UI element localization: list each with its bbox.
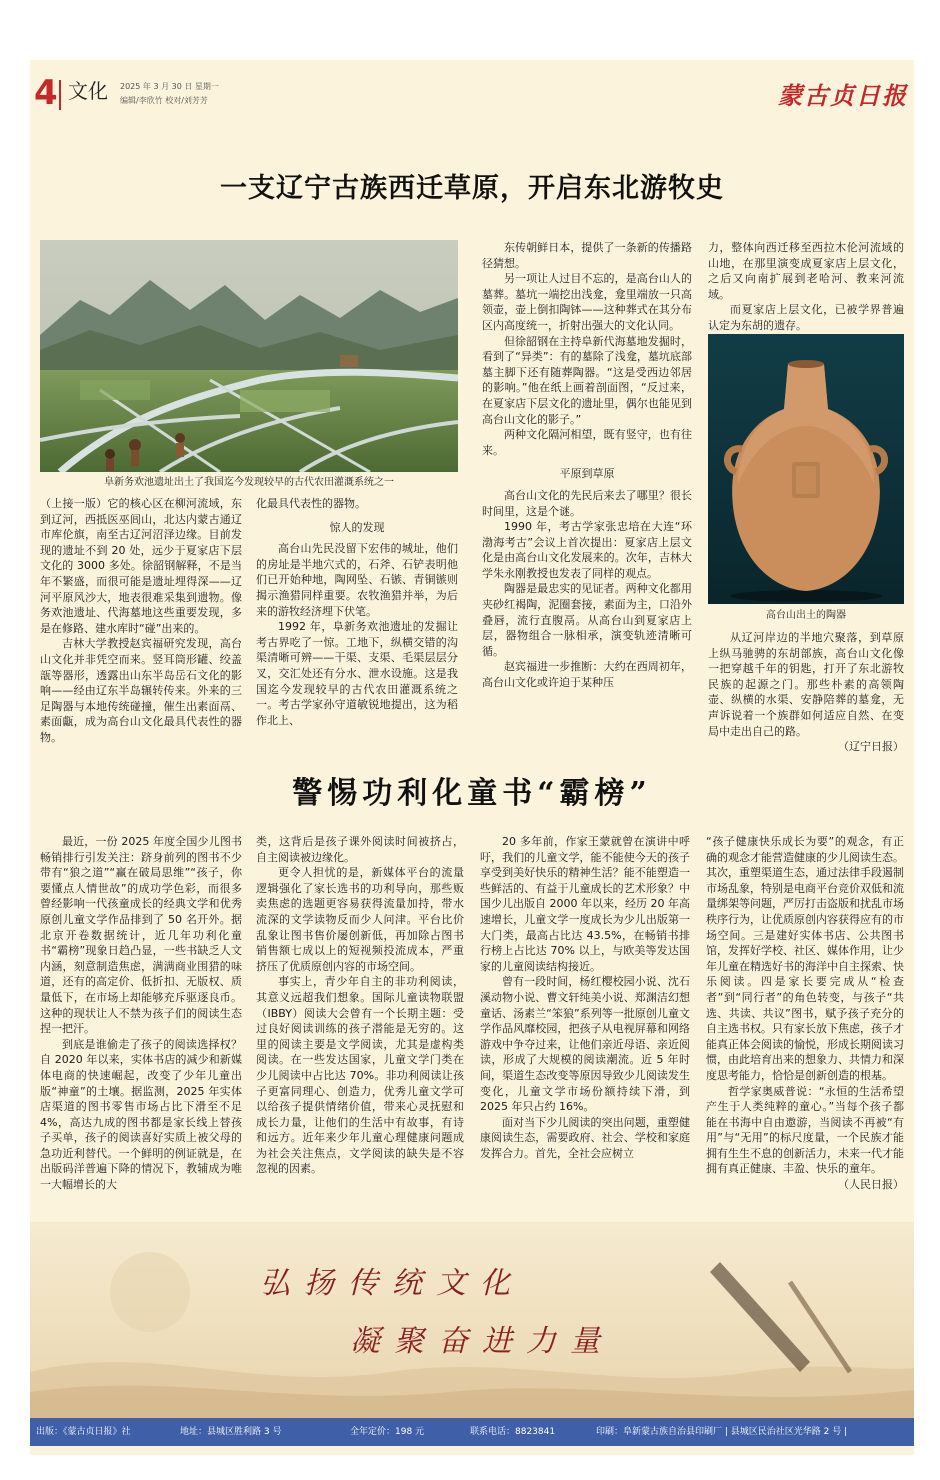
paragraph: 1990 年，考古学家张忠培在大连“环渤海考古”会议上首次提出：夏家店上层文化是由高台山文化发展来的。次年，吉林大学朱永刚教授也发表了同样的观点。 <box>482 520 692 580</box>
paragraph: 从辽河岸边的半地穴聚落，到草原上纵马驰骋的东胡部族，高台山文化像一把穿越千年的钥匙，打开了东北游牧民族的起源之门。那些朴素的高领陶壶、纵横的水渠、安静陪葬的墓龛，无声诉说着一个族群如何适应自然、在变局中走出自己的路。 <box>708 631 904 738</box>
photo2-caption: 高台山出土的陶器 <box>766 610 846 621</box>
paragraph: 1992 年，阜新务欢池遗址的发掘让考古界吃了一惊。工地下，纵横交错的沟渠清晰可辨——干渠、支渠、毛渠层层分叉，交汇处还有分水、泄水设施。这是我国迄今发现较早的古代农田灌溉系统之一。考古学家孙守道敏锐地提出，这为稻作北上、 <box>256 620 458 727</box>
footer-phone: 联系电话：8823841 <box>470 1427 556 1437</box>
paragraph: 到底是谁偷走了孩子的阅读选择权？自 2020 年以来，实体书店的减少和新媒体电商的快速崛起，改变了少年儿童出版“神童”的土壤。据监测，2025 年实体店渠道的图书零售市场占比下滑至不足 4%，高达九成的图书都是家长线上替孩子买单，孩子的阅读喜好实质上被父母的急功近利替代。一个鲜明的例证就是，在出版码洋普遍下降的情况下，教辅成为唯一大幅增长的大 <box>40 1037 242 1192</box>
paragraph: 陶器是最忠实的见证者。两种文化都用夹砂红褐陶，泥圈套接，素面为主，口沿外叠唇，流行直腹鬲。从高台山到夏家店上层，器物组合一脉相承，演变轨迹清晰可循。 <box>482 582 692 658</box>
section-name: 文化 <box>68 79 108 103</box>
paragraph: 20 多年前，作家王蒙就曾在演讲中呼吁，我们的儿童文学，能不能使今天的孩子享受到美好快乐的精神生活？能不能塑造一些鲜活的、有益于儿童成长的艺术形象？中国少儿出版自 2000 年以来，经历 20 年高速增长，儿童文学一度成长为少儿出版第一大门类，最高占比达 43.5%，在畅销书排行榜上占比达 70% 以上，与欧美等发达国家的儿童阅读结构接近。 <box>480 835 690 973</box>
paragraph: “孩子健康快乐成长为要”的观念，有正确的观念才能营造健康的少儿阅读生态。其次，重塑渠道生态，通过法律手段遏制市场乱象，特别是电商平台竞价双低和流量绑架等问题，严厉打击盗版和扰乱市场秩序行为，让优质原创内容获得应有的市场空间。三是建好实体书店、公共图书馆，发挥好学校、社区、媒体作用，让少年儿童在精选好书的海洋中自主探索、快乐阅读。四是家长要完成从“检查者”到“同行者”的角色转变，与孩子“共选、共读、共议”图书，赋予孩子充分的自主选书权。只有家长放下焦虑，孩子才能真正体会阅读的愉悦，形成长期阅读习惯，由此培育出来的想象力、共情力和深度思考能力，恰恰是创新创造的根基。 <box>706 835 904 1082</box>
paragraph: 化最具代表性的器物。 <box>256 497 366 510</box>
paragraph: 另一项让人过目不忘的，是高台山人的墓葬。墓坑一端挖出浅龛，龛里端放一只高领壶，壶上倒扣陶钵——这种葬式在其分布区内高度统一，折射出强大的文化认同。 <box>482 272 692 332</box>
paragraph: 类，这背后是孩子课外阅读时间被挤占，自主阅读被边缘化。 <box>256 835 464 864</box>
article1-column-2 <box>256 496 458 728</box>
article2-source: （人民日报） <box>838 1178 904 1192</box>
paragraph: 事实上，青少年自主的非功利阅读，其意义远超我们想象。国际儿童读物联盟（IBBY）阅读大会曾有一个长期主题：受过良好阅读训练的孩子潜能是无穷的。这里的阅读主要是文学阅读，尤其是虚构类阅读。在一些发达国家，儿童文学门类在少儿阅读中占比达 70%。非功利阅读让孩子更富同理心、创造力，优秀儿童文学可以给孩子提供情绪价值，带来心灵抚慰和成长力量，让他们的生活中有故事，有诗和远方。近年来少年儿童心理健康问题成为社会关注焦点，文学阅读的缺失是不容忽视的因素。 <box>256 975 464 1176</box>
paragraph: 哲学家奥威普说：“永恒的生活希望产生于人类纯粹的童心。”当每个孩子都能在书海中自由遨游，当阅读不再被“有用”与“无用”的标尺度量，一个民族才能拥有生生不息的创新活力，未来一代才能拥有真正健康、丰盈、快乐的童年。 <box>706 1084 904 1176</box>
pottery-illustration <box>708 334 904 604</box>
editor-credits: 编辑/李欣竹 校对/刘芳芳 <box>120 96 208 105</box>
article2-column-4 <box>706 834 904 1193</box>
banner-line-1: 弘扬传统文化 <box>260 1266 524 1301</box>
diorama-illustration <box>40 240 458 472</box>
article1-column-4-top <box>708 240 904 334</box>
article2-headline: 警惕功利化童书“霸榜” <box>292 776 652 811</box>
article2-column-2 <box>256 834 464 1177</box>
paragraph: 吉林大学教授赵宾福研究发现，高台山文化并非凭空而来。竖耳筒形罐、绞盖瓿等器形，透露出山东半岛岳石文化的影响——经由辽东半岛辗转传来。外来的三足陶器与本地传统碰撞，催生出素面鬲、素面甗，成为高台山文化最具代表性的器物。 <box>40 637 242 744</box>
paragraph: 更令人担忧的是，新媒体平台的流量逻辑强化了家长选书的功利导向，那些贩卖焦虑的选题更容易获得流量加持，带水流深的文学读物反而少人问津。平台比价乱象让图书售价屡创新低，再加除占图书销售额七成以上的短视频投流成本，严重挤压了优质原创内容的市场空间。 <box>256 866 464 973</box>
footer-printer: 印刷：阜新蒙古族自治县印刷厂 | 县城区民治社区光华路 2 号 | <box>596 1427 848 1437</box>
footer-publisher: 出版：《蒙古贞日报》社 <box>36 1427 131 1437</box>
pottery-jar-photo <box>708 334 904 604</box>
article1-column-3 <box>482 240 692 691</box>
paragraph: 但徐韶钢在主持阜新代海墓地发掘时，看到了“异类”：有的墓除了浅龛，墓坑底部墓主脚下还有随葬陶器。“这是受西边邻居的影响。”他在纸上画着剖面图，“反过来，在夏家店下层文化的遗址里，偶尔也能见到高台山文化的影子。” <box>482 334 692 426</box>
article1-headline: 一支辽宁古族西迁草原，开启东北游牧史 <box>220 173 724 204</box>
article2-column-3 <box>480 834 690 1161</box>
photo1-caption: 阜新务欢池遗址出土了我国迄今发现较早的古代农田灌溉系统之一 <box>104 477 394 488</box>
issue-date: 2025 年 3 月 30 日 星期一 <box>120 82 219 91</box>
paragraph: 而夏家店上层文化，已被学界普遍认定为东胡的遗存。 <box>708 303 904 332</box>
paragraph: 力，整体向西迁移至西拉木伦河流域的山地，在那里演变成夏家店上层文化，之后又向南扩展到老哈河、教来河流域。 <box>708 241 904 301</box>
masthead <box>30 60 914 116</box>
footer-bar <box>30 1418 914 1446</box>
masthead-divider <box>59 80 61 110</box>
paragraph: 高台山先民没留下宏伟的城址，他们的房址是半地穴式的，石斧、石铲表明他们已开始种地，陶网坠、石镞、青铜镞则揭示渔猎同样重要。农牧渔猎并举，为后来的游牧经济埋下伏笔。 <box>256 542 458 618</box>
paragraph: 赵宾福进一步推断：大约在西周初年，高台山文化或许迫于某种压 <box>482 660 692 690</box>
article1-column-1 <box>40 496 242 746</box>
newspaper-logo: 蒙古贞日报 <box>778 81 908 110</box>
article1-column-4-bottom <box>708 630 904 755</box>
paragraph: （上接一版）它的核心区在柳河流域，东到辽河，西抵医巫闾山，北达内蒙古通辽市库伦旗，南至古辽河沼泽边缘。目前发现的遗址不到 20 处，远少于夏家店下层文化的 3000 多处。徐韶钢解释，不是当年不繁盛，而很可能是遗址埋得深——辽河平原风沙大，地表很难采集到遗物。像务欢池遗址、代海墓地这些重要发现，多是在修路、建水库时“碰”出来的。 <box>40 497 242 635</box>
slogan-banner <box>30 1222 914 1418</box>
paragraph: 最近，一份 2025 年度全国少儿图书畅销排行引发关注：跻身前列的图书不少带有“狼之道”“赢在破局思维”“孩子，你要懂点人情世故”的成功学色彩，而很多曾经影响一代孩童成长的经典文学和优秀原创儿童文学作品排到了 50 名开外。据北京开卷数据统计，近几年功利化童书“霸榜”现象日趋凸显，一些书缺乏人文内涵，刻意制造焦虑，满满商业围猎的味道，还有的高定价、低折扣、无版权、质量低下，在市场上却能够充斥驱逐良币。这种的现状让人不禁为孩子们的阅读生态捏一把汗。 <box>40 835 242 1036</box>
paragraph: 高台山文化的先民后来去了哪里？很长时间里，这是个谜。 <box>482 488 692 518</box>
subheading-surprising-discovery: 惊人的发现 <box>329 520 385 534</box>
article1-source: （辽宁日报） <box>838 740 904 754</box>
paragraph: 两种文化隔河相望，既有竖守，也有往来。 <box>482 428 692 457</box>
article2-column-1 <box>40 834 242 1193</box>
footer-price: 全年定价：198 元 <box>350 1427 425 1437</box>
footer-address: 地址：县城区胜利路 3 号 <box>180 1427 282 1437</box>
banner-line-2: 凝聚奋进力量 <box>350 1324 614 1359</box>
subheading-plain-to-grassland: 平原到草原 <box>559 467 615 481</box>
paragraph: 曾有一段时间，杨红樱校园小说、沈石溪动物小说、曹文轩纯美小说、郑渊洁幻想童话、汤素兰“笨狼”系列等一批原创儿童文学作品风靡校园，把孩子从电视屏幕和网络游戏中争夺过来，让他们亲近母语、亲近阅读，形成了大规模的阅读潮流。近 5 年时间，渠道生态改变等原因导致少儿阅读发生变化，儿童文学市场份额持续下滑，到 2025 年只占约 16%。 <box>480 975 690 1114</box>
farmland-diorama-photo <box>40 240 458 472</box>
paragraph: 东传朝鲜日本，提供了一条新的传播路径猜想。 <box>482 241 692 270</box>
page-number: 4 <box>34 73 58 113</box>
paragraph: 面对当下少儿阅读的突出问题，重塑健康阅读生态，需要政府、社会、学校和家庭发挥合力。首先，全社会应树立 <box>480 1115 690 1160</box>
